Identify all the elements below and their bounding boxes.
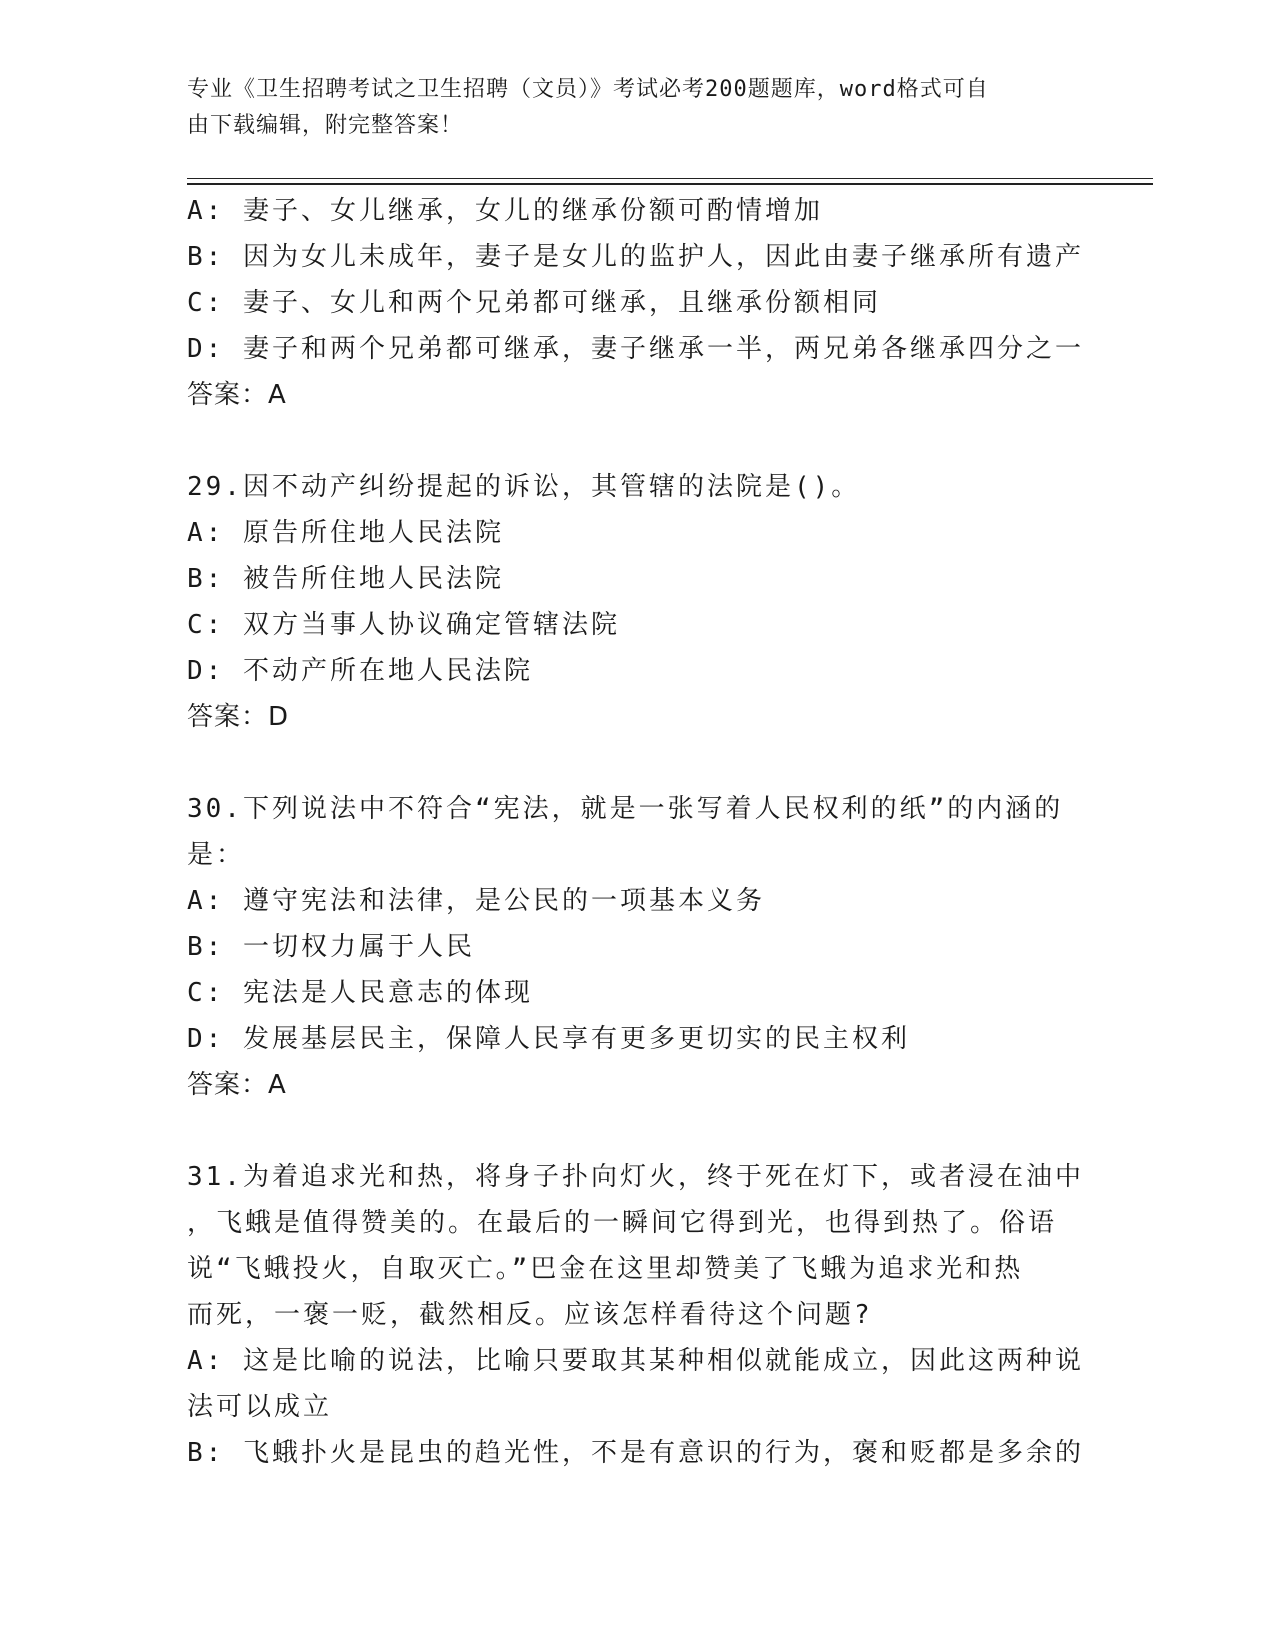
answer-label: 答案：A	[187, 380, 287, 410]
option-a: A: 遵守宪法和法律，是公民的一项基本义务	[187, 886, 765, 916]
question-stem-continued: 而死，一褒一贬，截然相反。应该怎样看待这个问题?	[187, 1300, 873, 1330]
option-b: B: 一切权力属于人民	[187, 932, 475, 962]
option-c: C: 妻子、女儿和两个兄弟都可继承，且继承份额相同	[187, 288, 881, 318]
option-a: A: 妻子、女儿继承，女儿的继承份额可酌情增加	[187, 196, 823, 226]
question-31	[187, 1154, 1087, 1476]
question-list	[187, 188, 1087, 1476]
answer-label: 答案：A	[187, 1070, 287, 1100]
document-header	[187, 72, 1067, 144]
question-30	[187, 786, 1087, 1108]
spacer	[187, 418, 1087, 464]
question-stem-continued: ，飞蛾是值得赞美的。在最后的一瞬间它得到光，也得到热了。俗语	[187, 1208, 1058, 1238]
option-b: B: 被告所住地人民法院	[187, 564, 504, 594]
option-a: A: 原告所住地人民法院	[187, 518, 504, 548]
header-divider-thin	[187, 178, 1153, 179]
question-stem: 30.下列说法中不符合“宪法，就是一张写着人民权利的纸”的内涵的	[187, 794, 1064, 824]
option-a-continued: 法可以成立	[187, 1392, 333, 1422]
question-stem: 31.为着追求光和热，将身子扑向灯火，终于死在灯下，或者浸在油中	[187, 1162, 1084, 1192]
question-29	[187, 464, 1087, 740]
option-b: B: 因为女儿未成年，妻子是女儿的监护人，因此由妻子继承所有遗产	[187, 242, 1084, 272]
option-d: D: 不动产所在地人民法院	[187, 656, 533, 686]
option-a: A: 这是比喻的说法，比喻只要取其某种相似就能成立，因此这两种说	[187, 1346, 1084, 1376]
option-b: B: 飞蛾扑火是昆虫的趋光性，不是有意识的行为，褒和贬都是多余的	[187, 1438, 1084, 1468]
option-d: D: 妻子和两个兄弟都可继承，妻子继承一半，两兄弟各继承四分之一	[187, 334, 1084, 364]
answer-label: 答案：D	[187, 702, 290, 732]
question-stem-continued: 说“飞蛾投火，自取灭亡。”巴金在这里却赞美了飞蛾为追求光和热	[187, 1254, 1024, 1284]
spacer	[187, 740, 1087, 786]
option-d: D: 发展基层民主，保障人民享有更多更切实的民主权利	[187, 1024, 910, 1054]
option-c: C: 双方当事人协议确定管辖法院	[187, 610, 620, 640]
spacer	[187, 1108, 1087, 1154]
header-divider-thick	[187, 183, 1153, 185]
question-stem: 29.因不动产纠纷提起的诉讼，其管辖的法院是()。	[187, 472, 861, 502]
header-line-2: 由下载编辑，附完整答案！	[187, 113, 464, 138]
header-line-1: 专业《卫生招聘考试之卫生招聘（文员）》考试必考200题题库，word格式可自	[187, 77, 989, 102]
question-stem-continued: 是：	[187, 840, 246, 870]
option-c: C: 宪法是人民意志的体现	[187, 978, 533, 1008]
question-28	[187, 188, 1087, 418]
